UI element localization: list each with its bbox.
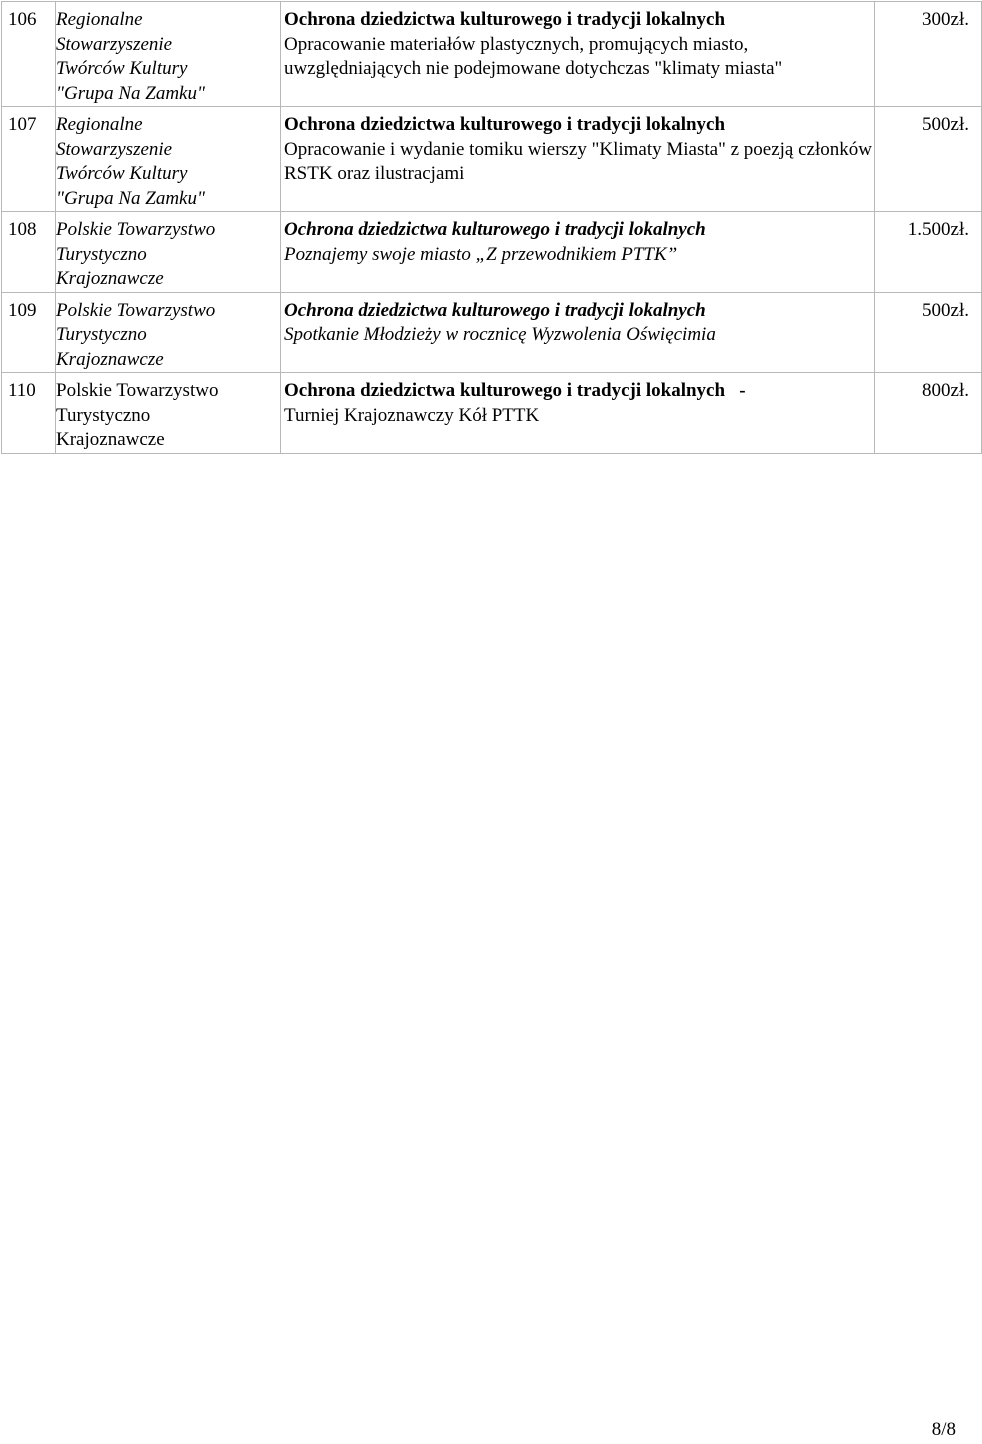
task-cell: [281, 373, 875, 454]
table-row: [2, 2, 982, 107]
organization-name: Regionalne Stowarzyszenie Twórców Kultury "Grupa Na Zamku": [56, 2, 281, 107]
grant-amount: 1.500zł.: [875, 212, 982, 293]
task-title: Ochrona dziedzictwa kulturowego i tradycji lokalnych: [284, 114, 726, 135]
table-row: [2, 107, 982, 212]
task-description: Spotkanie Młodzieży w rocznicę Wyzwolenia Oświęcimia: [284, 324, 716, 345]
organization-name: Polskie Towarzystwo Turystyczno Krajoznawcze: [56, 373, 281, 454]
organization-name: Polskie Towarzystwo Turystyczno Krajoznawcze: [56, 212, 281, 293]
grant-amount: 500zł.: [875, 107, 982, 212]
table-row: [2, 373, 982, 454]
task-title: Ochrona dziedzictwa kulturowego i tradycji lokalnych: [284, 9, 726, 30]
grant-amount: 500zł.: [875, 292, 982, 373]
task-description: Turniej Krajoznawczy Kół PTTK: [284, 404, 540, 426]
page-number: 8/8: [931, 1418, 956, 1440]
task-cell: [281, 212, 875, 293]
task-cell: [281, 107, 875, 212]
grants-table: [1, 1, 982, 454]
task-title: Ochrona dziedzictwa kulturowego i tradycji lokalnych: [284, 219, 706, 240]
task-description: Opracowanie materiałów plastycznych, promujących miasto, uwzględniających nie podejmowane dotychczas "klimaty miasta": [284, 33, 783, 79]
task-description: Poznajemy swoje miasto „Z przewodnikiem PTTK”: [284, 243, 678, 265]
grant-amount: 300zł.: [875, 2, 982, 107]
task-cell: [281, 292, 875, 373]
row-number: 109: [2, 292, 56, 373]
table-row: [2, 292, 982, 373]
row-number: 108: [2, 212, 56, 293]
organization-name: Regionalne Stowarzyszenie Twórców Kultury "Grupa Na Zamku": [56, 107, 281, 212]
task-title: Ochrona dziedzictwa kulturowego i tradycji lokalnych: [284, 299, 706, 321]
table-row: [2, 212, 982, 293]
grant-amount: 800zł.: [875, 373, 982, 454]
row-number: 110: [2, 373, 56, 454]
task-title: Ochrona dziedzictwa kulturowego i tradycji lokalnych -: [284, 380, 746, 401]
row-number: 106: [2, 2, 56, 107]
organization-name: Polskie Towarzystwo Turystyczno Krajoznawcze: [56, 292, 281, 373]
task-description: Opracowanie i wydanie tomiku wierszy "Klimaty Miasta" z poezją członków RSTK oraz ilustracjami: [284, 138, 872, 184]
row-number: 107: [2, 107, 56, 212]
task-cell: [281, 2, 875, 107]
